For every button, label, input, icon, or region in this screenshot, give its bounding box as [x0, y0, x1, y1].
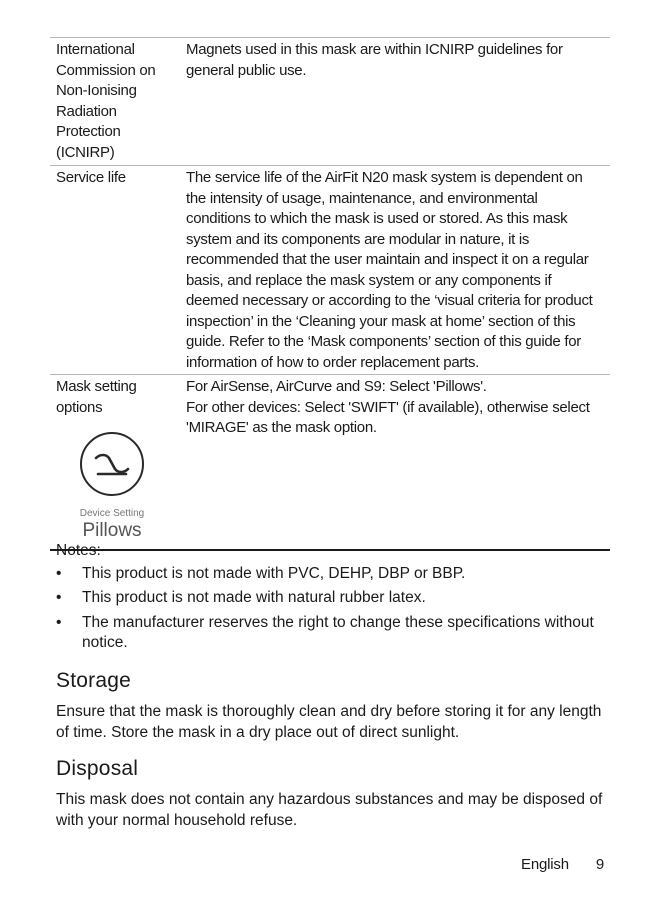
note-text: This product is not made with PVC, DEHP, DBP or BBP.	[82, 564, 466, 582]
table-row-icnirp	[50, 38, 610, 166]
disposal-body: This mask does not contain any hazardous substances and may be disposed of with your normal household refuse.	[56, 791, 603, 829]
row-value	[180, 375, 610, 551]
row-label: Mask setting options	[56, 378, 137, 416]
bullet: •	[56, 589, 62, 606]
device-setting-graphic	[56, 432, 168, 542]
footer-language: English	[521, 856, 569, 873]
note-text: This product is not made with natural rubber latex.	[82, 589, 426, 606]
device-setting-label: Device Setting	[79, 508, 145, 519]
table-row-service-life	[50, 166, 610, 375]
table-row-mask-setting	[50, 375, 610, 551]
row-label: Service life	[56, 169, 126, 186]
list-item	[56, 588, 606, 609]
pillows-mask-icon	[80, 432, 144, 496]
specifications-table	[50, 37, 610, 551]
row-value: Magnets used in this mask are within ICNIRP guidelines for general public use.	[186, 41, 563, 79]
bullet: •	[56, 613, 62, 631]
mask-option-line: For other devices: Select 'SWIFT' (if available), otherwise select 'MIRAGE' as the mask option.	[186, 398, 590, 436]
disposal-heading: Disposal	[56, 757, 139, 780]
row-label-cell	[50, 375, 180, 551]
notes-section	[56, 541, 606, 658]
device-setting-value: Pillows	[82, 520, 142, 541]
row-label: International Commission on Non-Ionising Radiation Protection (ICNIRP)	[56, 41, 156, 161]
page-footer	[521, 856, 604, 873]
notes-title: Notes:	[56, 542, 101, 559]
note-text: The manufacturer reserves the right to change these specifications without notice.	[82, 613, 594, 651]
row-value: The service life of the AirFit N20 mask system is dependent on the intensity of usage, maintenance, and environmental conditions to which the mask is used or stored. As this mask system and its components are modular in nature, it is recommended that the user maintain and inspect it on a regular basis, and replace the mask system or any components if deemed necessary or according to the ‘visual criteria for product inspection’ in the ‘Cleaning your mask at home’ section of this guide. Refer to the ‘Mask components’ section of this guide for information of how to order replacement parts.	[186, 169, 593, 371]
storage-body: Ensure that the mask is thoroughly clean and dry before storing it for any length of time. Store the mask in a dry place out of direct sunlight.	[56, 703, 602, 741]
list-item	[56, 564, 606, 585]
list-item	[56, 613, 606, 654]
storage-heading: Storage	[56, 669, 131, 692]
page-number: 9	[595, 856, 604, 873]
bullet: •	[56, 564, 62, 582]
mask-option-line: For AirSense, AirCurve and S9: Select 'Pillows'.	[186, 378, 487, 395]
notes-list	[56, 564, 606, 654]
